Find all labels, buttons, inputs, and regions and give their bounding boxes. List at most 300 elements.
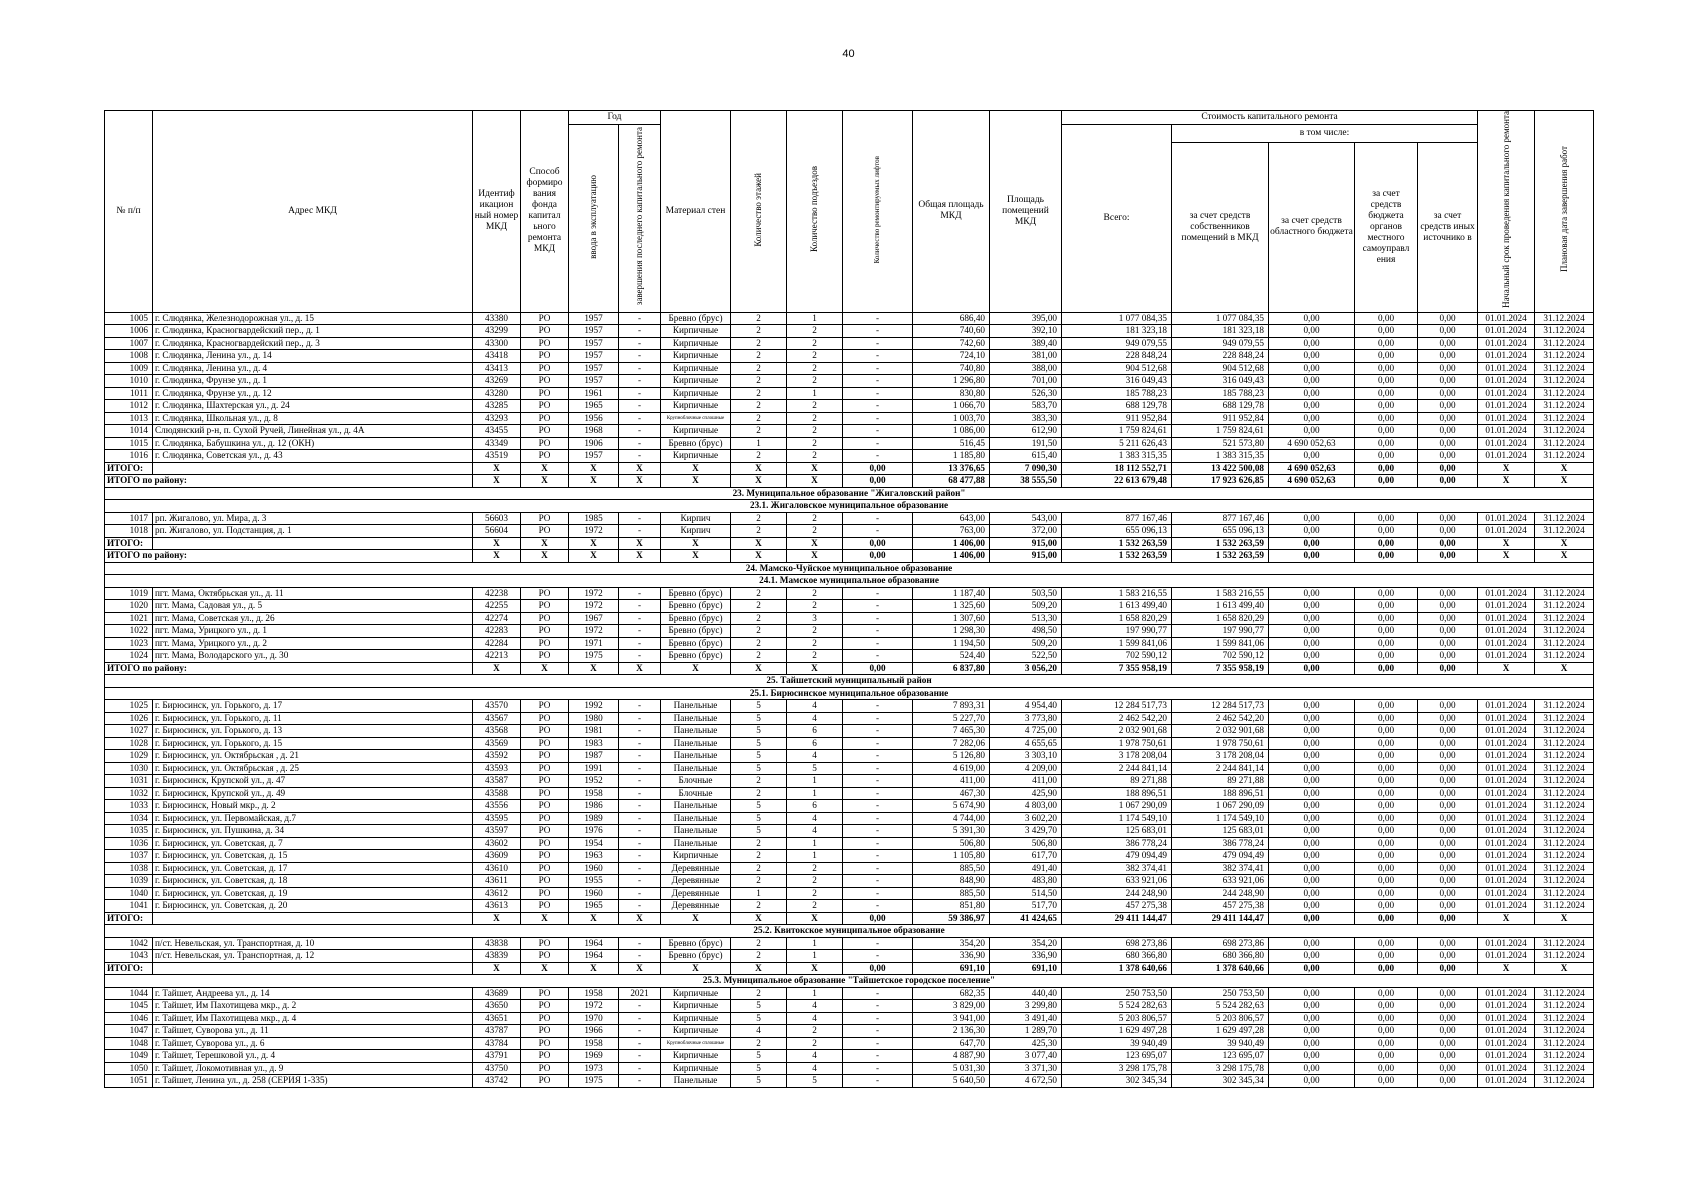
row-number: 1024 (105, 650, 153, 663)
table-cell: Кирпич (661, 512, 731, 525)
table-cell: РО (521, 825, 569, 838)
table-cell: - (843, 837, 913, 850)
table-cell: 1957 (569, 325, 619, 338)
table-cell: 688 129,78 (1062, 400, 1172, 413)
total-cell: X (661, 662, 731, 675)
table-cell: 43784 (473, 1037, 521, 1050)
table-cell: 31.12.2024 (1535, 525, 1594, 538)
row-number: 1032 (105, 787, 153, 800)
table-cell: 686,40 (913, 312, 990, 325)
total-cell: X (569, 475, 619, 488)
table-cell: РО (521, 750, 569, 763)
table-cell: Бревно (брус) (661, 312, 731, 325)
table-row (105, 425, 1594, 438)
table-cell: 0,00 (1355, 837, 1418, 850)
table-cell: 01.01.2024 (1478, 812, 1535, 825)
table-cell: 1985 (569, 512, 619, 525)
table-cell: 1906 (569, 437, 619, 450)
table-cell: 2 (731, 375, 787, 388)
section-title: 25.2. Квитокское муниципальное образование (105, 925, 1594, 938)
table-cell: 2 (731, 512, 787, 525)
table-cell: 4 672,50 (990, 1075, 1062, 1088)
table-cell: 0,00 (843, 462, 913, 475)
table-cell: - (843, 362, 913, 375)
table-row (105, 1062, 1594, 1075)
table-cell: X (619, 537, 661, 550)
table-cell: - (843, 725, 913, 738)
subtotal-row (105, 962, 1594, 975)
table-cell: - (843, 750, 913, 763)
table-cell: 2 032 901,68 (1172, 725, 1269, 738)
table-cell: 01.01.2024 (1478, 887, 1535, 900)
table-row (105, 787, 1594, 800)
row-number: 1030 (105, 762, 153, 775)
table-cell: X (1535, 537, 1594, 550)
table-cell: 1969 (569, 1050, 619, 1063)
table-cell: 615,40 (990, 450, 1062, 463)
table-cell: 31.12.2024 (1535, 512, 1594, 525)
table-cell: 181 323,18 (1172, 325, 1269, 338)
header-start-label: Начальный срок проведения капитального ремонта (1500, 111, 1511, 308)
address-cell: г. Бирюсинск, ул. Горького, д. 11 (153, 712, 473, 725)
total-cell: 3 056,20 (990, 662, 1062, 675)
table-cell: 2 (731, 850, 787, 863)
table-cell: 2 (787, 337, 843, 350)
table-cell: 2021 (619, 987, 661, 1000)
table-cell: 31.12.2024 (1535, 412, 1594, 425)
table-cell: 1 (787, 937, 843, 950)
table-cell: 31.12.2024 (1535, 600, 1594, 613)
table-cell: 1 325,60 (913, 600, 990, 613)
row-number: 1040 (105, 887, 153, 900)
table-cell: 506,80 (913, 837, 990, 850)
section-title: 24. Мамско-Чуйское муниципальное образование (105, 562, 1594, 575)
total-cell: 1 532 263,59 (1062, 550, 1172, 563)
table-cell: - (619, 812, 661, 825)
table-cell: - (843, 350, 913, 363)
table-cell: 1 077 084,35 (1172, 312, 1269, 325)
table-cell: 01.01.2024 (1478, 787, 1535, 800)
table-cell: 5 (731, 825, 787, 838)
table-cell: 31.12.2024 (1535, 800, 1594, 813)
table-cell: 42238 (473, 587, 521, 600)
table-cell: 01.01.2024 (1478, 525, 1535, 538)
table-cell: 0,00 (1355, 800, 1418, 813)
table-cell: 0,00 (1355, 362, 1418, 375)
table-cell: 31.12.2024 (1535, 362, 1594, 375)
table-cell: - (619, 1025, 661, 1038)
table-cell: 43750 (473, 1062, 521, 1075)
table-cell: 0,00 (1355, 587, 1418, 600)
header-lifts-label: Количество ремонтируемых лифтов (873, 155, 881, 264)
section-header-row (105, 500, 1594, 513)
table-cell: 0,00 (1355, 637, 1418, 650)
table-cell: 01.01.2024 (1478, 587, 1535, 600)
table-cell: 31.12.2024 (1535, 850, 1594, 863)
table-cell: 0,00 (1269, 950, 1355, 963)
table-cell: 4 209,00 (990, 762, 1062, 775)
table-cell: 01.01.2024 (1478, 1012, 1535, 1025)
table-cell: 0,00 (1418, 937, 1478, 950)
table-cell: 0,00 (1418, 1012, 1478, 1025)
total-cell: 0,00 (1418, 550, 1478, 563)
header-area: Общая площадь МКД (913, 111, 990, 313)
table-cell: 1 (787, 987, 843, 1000)
table-cell: 1 (731, 887, 787, 900)
table-cell: 0,00 (1418, 375, 1478, 388)
table-cell: 0,00 (1355, 850, 1418, 863)
table-cell: - (619, 725, 661, 738)
table-cell: 1 599 841,06 (1172, 637, 1269, 650)
table-cell: 0,00 (1355, 612, 1418, 625)
address-cell: г. Бирюсинск, ул. Советская, д. 17 (153, 862, 473, 875)
table-row (105, 1050, 1594, 1063)
table-cell: 31.12.2024 (1535, 587, 1594, 600)
table-cell: 2 (731, 787, 787, 800)
table-cell: 31.12.2024 (1535, 1025, 1594, 1038)
table-cell: Бревно (брус) (661, 637, 731, 650)
table-cell: 2 (787, 650, 843, 663)
table-cell: 31.12.2024 (1535, 650, 1594, 663)
table-cell: Кирпич (661, 525, 731, 538)
table-cell: 0,00 (1418, 987, 1478, 1000)
table-cell: X (569, 962, 619, 975)
table-cell: 0,00 (1418, 525, 1478, 538)
row-number: 1027 (105, 725, 153, 738)
table-cell: 392,10 (990, 325, 1062, 338)
table-cell: 1 (731, 437, 787, 450)
table-cell: РО (521, 775, 569, 788)
table-cell: Бревно (брус) (661, 437, 731, 450)
table-cell: 228 848,24 (1062, 350, 1172, 363)
table-cell: 0,00 (1418, 775, 1478, 788)
table-cell: 1966 (569, 1025, 619, 1038)
table-cell: 01.01.2024 (1478, 1075, 1535, 1088)
table-cell: 01.01.2024 (1478, 1025, 1535, 1038)
table-cell: 851,80 (913, 900, 990, 913)
table-cell: 5 (731, 1000, 787, 1013)
table-cell: Бревно (брус) (661, 612, 731, 625)
table-cell: 4 (787, 1000, 843, 1013)
table-cell: 43568 (473, 725, 521, 738)
table-cell: 2 (787, 350, 843, 363)
table-cell: 372,00 (990, 525, 1062, 538)
subtotal-row (105, 537, 1594, 550)
table-cell: 0,00 (1269, 325, 1355, 338)
table-cell: 0,00 (1418, 587, 1478, 600)
table-cell: - (843, 312, 913, 325)
table-cell: Кирпичные (661, 450, 731, 463)
table-cell: 383,30 (990, 412, 1062, 425)
table-cell: 250 753,50 (1062, 987, 1172, 1000)
table-cell: 3 602,20 (990, 812, 1062, 825)
table-cell: 31.12.2024 (1535, 375, 1594, 388)
table-cell: 2 (731, 425, 787, 438)
table-cell: 2 (787, 325, 843, 338)
table-cell: 1986 (569, 800, 619, 813)
table-cell: - (619, 937, 661, 950)
table-cell: РО (521, 800, 569, 813)
table-cell: 41 424,65 (990, 912, 1062, 925)
table-cell: 0,00 (1355, 762, 1418, 775)
table-cell: - (843, 512, 913, 525)
table-cell: 2 (787, 1025, 843, 1038)
table-cell: 01.01.2024 (1478, 412, 1535, 425)
table-cell: 31.12.2024 (1535, 987, 1594, 1000)
table-cell: 0,00 (1418, 862, 1478, 875)
table-cell: 2 (731, 350, 787, 363)
table-cell: 1957 (569, 350, 619, 363)
header-method: Способ формиро вания фонда капитал ьного ремонта МКД (521, 111, 569, 313)
table-row (105, 775, 1594, 788)
table-row (105, 887, 1594, 900)
header-entrances-label: Количество подъездов (809, 166, 819, 253)
table-cell: 1 978 750,61 (1062, 737, 1172, 750)
table-cell: Панельные (661, 800, 731, 813)
table-cell: 2 (787, 587, 843, 600)
table-cell: 0,00 (1418, 337, 1478, 350)
table-cell: 0,00 (1269, 425, 1355, 438)
table-cell: 5 (731, 762, 787, 775)
table-cell: 01.01.2024 (1478, 650, 1535, 663)
table-cell: 0,00 (1418, 312, 1478, 325)
table-cell: 5 (731, 750, 787, 763)
address-cell: г. Тайшет, Суворова ул., д. 6 (153, 1037, 473, 1050)
table-cell: 43597 (473, 825, 521, 838)
total-cell: 68 477,88 (913, 475, 990, 488)
table-cell: 43519 (473, 450, 521, 463)
table-cell: 0,00 (1269, 1025, 1355, 1038)
table-cell: 1 583 216,55 (1062, 587, 1172, 600)
table-cell: 0,00 (1269, 362, 1355, 375)
table-cell: Панельные (661, 762, 731, 775)
table-cell: - (843, 325, 913, 338)
table-cell: 5 524 282,63 (1062, 1000, 1172, 1013)
table-cell: 31.12.2024 (1535, 725, 1594, 738)
table-cell: 4 (787, 812, 843, 825)
table-row (105, 825, 1594, 838)
row-number: 1044 (105, 987, 153, 1000)
table-cell: 1961 (569, 387, 619, 400)
table-cell: 4 (731, 1025, 787, 1038)
table-cell: 354,20 (990, 937, 1062, 950)
address-cell: г. Бирюсинск, ул. Советская, д. 18 (153, 875, 473, 888)
table-cell: 31.12.2024 (1535, 1050, 1594, 1063)
address-cell: г. Бирюсинск, ул. Советская, д. 20 (153, 900, 473, 913)
table-cell: - (843, 587, 913, 600)
table-cell: 5 031,30 (913, 1062, 990, 1075)
table-cell: 1975 (569, 1075, 619, 1088)
table-cell: 1981 (569, 725, 619, 738)
table-cell: - (619, 450, 661, 463)
table-cell: 1 (787, 387, 843, 400)
table-cell: - (843, 987, 913, 1000)
table-cell: 43595 (473, 812, 521, 825)
table-cell: 0,00 (1418, 450, 1478, 463)
address-cell: г. Бирюсинск, ул. Октябрьская , д. 21 (153, 750, 473, 763)
table-cell: 1960 (569, 887, 619, 900)
table-cell: X (661, 462, 731, 475)
table-cell: 4 690 052,63 (1269, 437, 1355, 450)
section-title: 25.1. Бирюсинское муниципальное образование (105, 687, 1594, 700)
row-number: 1029 (105, 750, 153, 763)
table-cell: 0,00 (1418, 712, 1478, 725)
address-cell: г. Тайшет, Андреева ул., д. 14 (153, 987, 473, 1000)
section-header-row (105, 675, 1594, 688)
table-cell: 18 112 552,71 (1062, 462, 1172, 475)
table-cell: 1965 (569, 900, 619, 913)
table-cell: 43609 (473, 850, 521, 863)
table-cell: 31.12.2024 (1535, 312, 1594, 325)
section-title: 24.1. Мамское муниципальное образование (105, 575, 1594, 588)
table-cell: 389,40 (990, 337, 1062, 350)
table-cell: 0,00 (1355, 712, 1418, 725)
table-cell: РО (521, 437, 569, 450)
row-number: 1045 (105, 1000, 153, 1013)
table-cell: 655 096,13 (1062, 525, 1172, 538)
table-cell: 2 (787, 900, 843, 913)
total-label: ИТОГО: (105, 537, 153, 550)
total-cell: X (661, 550, 731, 563)
table-cell: 185 788,23 (1172, 387, 1269, 400)
table-cell: 12 284 517,73 (1062, 700, 1172, 713)
table-cell: 0,00 (1355, 312, 1418, 325)
table-cell: 2 (787, 862, 843, 875)
table-cell: Кирпичные (661, 850, 731, 863)
table-cell: 1964 (569, 937, 619, 950)
table-cell: 742,60 (913, 337, 990, 350)
table-cell: 3 773,80 (990, 712, 1062, 725)
table-row (105, 862, 1594, 875)
table-cell: 1957 (569, 375, 619, 388)
table-cell: 125 683,01 (1172, 825, 1269, 838)
table-cell: 0,00 (843, 537, 913, 550)
table-cell: X (619, 912, 661, 925)
table-cell: 0,00 (1418, 950, 1478, 963)
table-cell: 0,00 (1269, 962, 1355, 975)
table-cell: 440,40 (990, 987, 1062, 1000)
address-cell: г. Слюдянка, Железнодорожная ул., д. 15 (153, 312, 473, 325)
total-cell: 4 690 052,63 (1269, 475, 1355, 488)
table-cell: - (843, 387, 913, 400)
table-cell: 0,00 (1418, 625, 1478, 638)
table-cell: - (619, 350, 661, 363)
table-cell: 01.01.2024 (1478, 737, 1535, 750)
table-cell: 2 (787, 1037, 843, 1050)
table-cell: 0,00 (1269, 525, 1355, 538)
table-cell: 43650 (473, 1000, 521, 1013)
total-cell: X (473, 662, 521, 675)
total-cell: 7 355 958,19 (1062, 662, 1172, 675)
row-number: 1050 (105, 1062, 153, 1075)
total-cell: 17 923 626,85 (1172, 475, 1269, 488)
row-number: 1025 (105, 700, 153, 713)
table-cell: 4 725,00 (990, 725, 1062, 738)
section-header-row (105, 925, 1594, 938)
address-cell: п/ст. Невельская, ул. Транспортная, д. 12 (153, 950, 473, 963)
table-cell: 1 (787, 775, 843, 788)
header-year-last (619, 125, 661, 313)
table-cell: 31.12.2024 (1535, 737, 1594, 750)
table-cell: 0,00 (1418, 1000, 1478, 1013)
table-cell: 31.12.2024 (1535, 812, 1594, 825)
table-cell: 39 940,49 (1172, 1037, 1269, 1050)
header-cost-group: Стоимость капитального ремонта (1062, 111, 1478, 125)
table-cell: X (1478, 912, 1535, 925)
address-cell: г. Бирюсинск, Новый мкр., д. 2 (153, 800, 473, 813)
table-cell: 702 590,12 (1062, 650, 1172, 663)
address-cell: г. Тайшет, Им Пахотищева мкр., д. 4 (153, 1012, 473, 1025)
table-cell: 2 (731, 900, 787, 913)
table-row (105, 737, 1594, 750)
table-cell: 01.01.2024 (1478, 700, 1535, 713)
table-cell: 0,00 (1418, 725, 1478, 738)
table-cell: 2 (731, 325, 787, 338)
table-cell: 2 (731, 862, 787, 875)
table-cell: 1 187,40 (913, 587, 990, 600)
total-cell: 1 532 263,59 (1172, 550, 1269, 563)
table-cell: 0,00 (1355, 375, 1418, 388)
table-cell: 31.12.2024 (1535, 825, 1594, 838)
table-cell: X (473, 912, 521, 925)
address-cell: г. Слюдянка, Советская ул., д. 43 (153, 450, 473, 463)
table-cell: РО (521, 612, 569, 625)
table-cell: 43588 (473, 787, 521, 800)
table-cell: 5 (731, 812, 787, 825)
table-cell: 43280 (473, 387, 521, 400)
total-cell: X (1478, 475, 1535, 488)
table-cell: - (843, 1037, 913, 1050)
address-cell: пгт. Мама, Урицкого ул., д. 1 (153, 625, 473, 638)
table-cell: 302 345,34 (1062, 1075, 1172, 1088)
table-cell: - (619, 1050, 661, 1063)
table-cell: 0,00 (1269, 762, 1355, 775)
table-cell: 42283 (473, 625, 521, 638)
table-cell: РО (521, 862, 569, 875)
table-cell: 0,00 (1355, 450, 1418, 463)
table-cell: - (843, 450, 913, 463)
table-cell: 43299 (473, 325, 521, 338)
table-cell: 2 (731, 650, 787, 663)
table-cell: 388,00 (990, 362, 1062, 375)
table-cell: 0,00 (1269, 375, 1355, 388)
table-cell: 5 (787, 762, 843, 775)
table-cell: - (843, 1075, 913, 1088)
table-cell: 01.01.2024 (1478, 725, 1535, 738)
table-cell: 43838 (473, 937, 521, 950)
table-cell: 31.12.2024 (1535, 1075, 1594, 1088)
table-cell: 521 573,80 (1172, 437, 1269, 450)
table-cell: 188 896,51 (1172, 787, 1269, 800)
table-cell: - (619, 1075, 661, 1088)
table-cell: 0,00 (1355, 900, 1418, 913)
table-cell: 01.01.2024 (1478, 750, 1535, 763)
table-cell: Кирпичные (661, 387, 731, 400)
table-cell: 517,70 (990, 900, 1062, 913)
table-cell: 1972 (569, 625, 619, 638)
table-cell: 467,30 (913, 787, 990, 800)
table-row (105, 625, 1594, 638)
table-cell: РО (521, 737, 569, 750)
table-row (105, 337, 1594, 350)
table-cell: 0,00 (1355, 825, 1418, 838)
address-cell: п/ст. Невельская, ул. Транспортная, д. 10 (153, 937, 473, 950)
table-cell: 0,00 (1418, 1075, 1478, 1088)
table-cell: - (619, 800, 661, 813)
address-cell: г. Бирюсинск, ул. Советская, д. 7 (153, 837, 473, 850)
table-cell: - (619, 887, 661, 900)
table-cell: 0,00 (1355, 337, 1418, 350)
